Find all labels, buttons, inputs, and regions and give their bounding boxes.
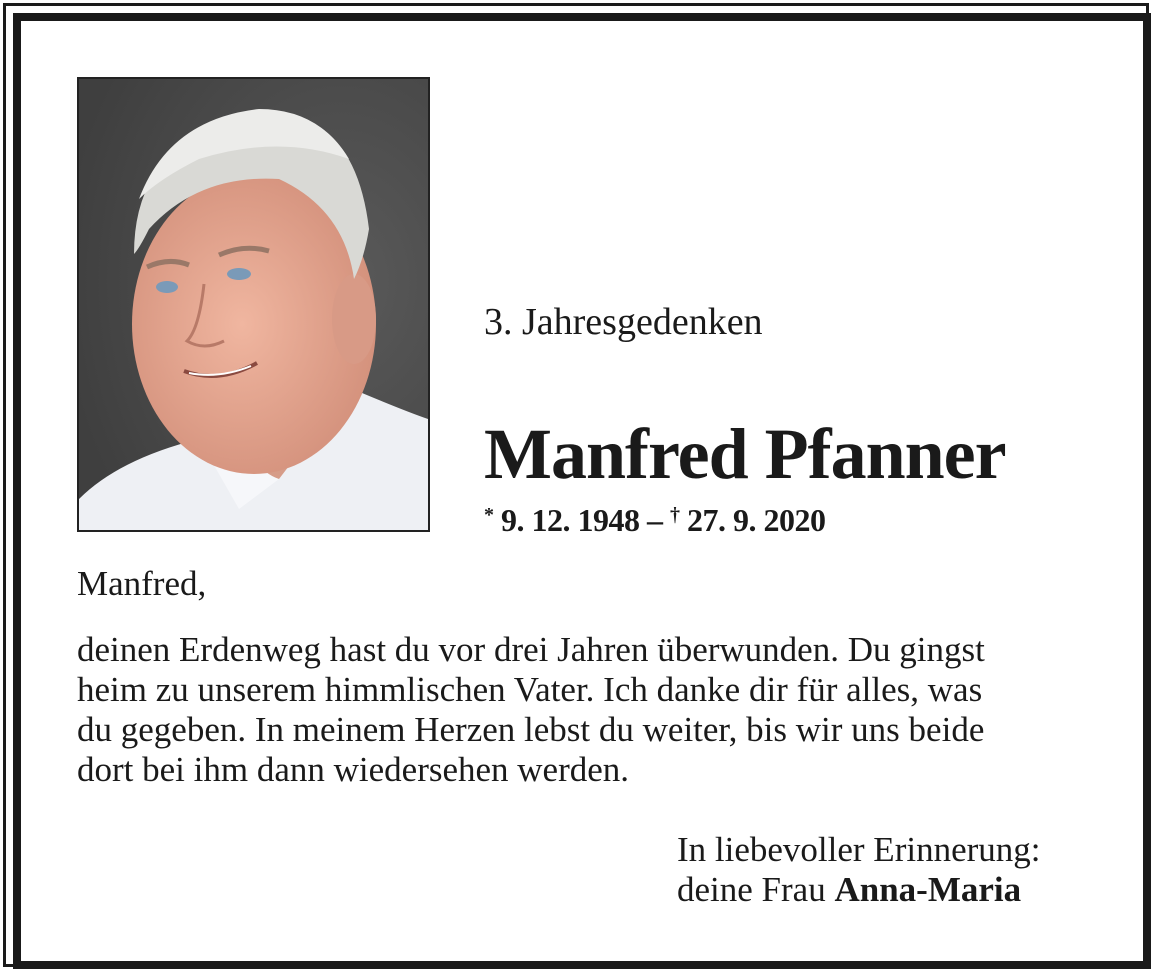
closing-signature bbox=[677, 830, 1040, 910]
salutation: Manfred, bbox=[77, 564, 207, 603]
birth-date: 9. 12. 1948 bbox=[501, 502, 640, 538]
signature-prefix: deine Frau bbox=[677, 870, 826, 909]
signature-line bbox=[677, 870, 1040, 910]
portrait-photo-illustration bbox=[79, 79, 428, 530]
memorial-text-line: du gegeben. In meinem Herzen lebst du weiter, bis wir uns beide bbox=[77, 710, 985, 749]
birth-symbol: * bbox=[484, 504, 494, 526]
closing-line: In liebevoller Erinnerung: bbox=[677, 830, 1041, 869]
date-separator: – bbox=[647, 502, 663, 538]
memorial-text bbox=[77, 630, 1087, 790]
death-symbol: † bbox=[670, 504, 680, 526]
memorial-text-line: dort bei ihm dann wiedersehen werden. bbox=[77, 750, 630, 789]
memorial-text-line: heim zu unserem himmlischen Vater. Ich danke dir für alles, was bbox=[77, 670, 983, 709]
death-date: 27. 9. 2020 bbox=[687, 502, 826, 538]
signature-name: Anna-Maria bbox=[834, 870, 1022, 909]
deceased-name: Manfred Pfanner bbox=[484, 414, 1006, 494]
memorial-text-line: deinen Erdenweg hast du vor drei Jahren überwunden. Du gingst bbox=[77, 630, 985, 669]
portrait-photo bbox=[77, 77, 430, 532]
life-dates bbox=[484, 502, 826, 539]
anniversary-heading: 3. Jahresgedenken bbox=[484, 301, 763, 343]
